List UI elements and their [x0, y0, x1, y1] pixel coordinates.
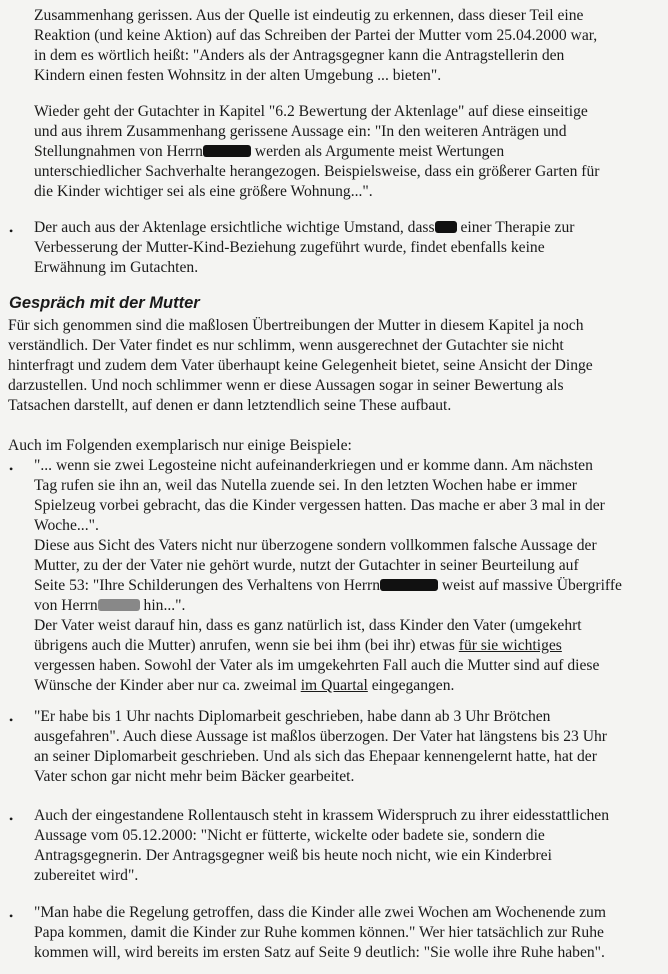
text-line: "... wenn sie zwei Legosteine nicht aufeinanderkriegen und er komme dann. Am nächsten: [34, 457, 593, 474]
text-line: Für sich genommen sind die maßlosen Übertreibungen der Mutter in diesem Kapitel ja noch: [8, 317, 584, 334]
paragraph-mutter-intro: [8, 316, 662, 416]
redaction-mark: [380, 579, 438, 591]
text-line: unterschiedlicher Sachverhalte herangezogen. Beispielsweise, dass ein größerer Garten für: [34, 163, 600, 180]
redaction-mark: [435, 221, 457, 233]
text-line: "Er habe bis 1 Uhr nachts Diplomarbeit geschrieben, habe dann ab 3 Uhr Brötchen: [34, 708, 551, 725]
text-line: zubereitet wird".: [34, 867, 139, 884]
bullet-paragraph-regelung: [34, 903, 660, 963]
text-line: hinterfragt und zudem dem Vater überhaupt keine Gelegenheit bietet, seine Ansicht der Dinge: [8, 357, 593, 374]
paragraph-gutachter-kapitel: [34, 102, 660, 202]
text-line: Vater schon gar nicht mehr beim Bäcker gearbeitet.: [34, 768, 355, 785]
text-line: Verbesserung der Mutter-Kind-Beziehung zugeführt wurde, findet ebenfalls keine: [34, 239, 545, 256]
text-line: Spielzeug vorbei gebracht, das die Kinder vergessen hatten. Das mache er aber 3 mal in der: [34, 497, 605, 514]
text-line: Woche...".: [34, 517, 99, 534]
text-line: Tatsachen darstellt, auf denen er dann letztendlich seine These aufbaut.: [8, 397, 452, 414]
text-line: vergessen haben. Sowohl der Vater als im umgekehrten Fall auch die Mutter sind auf diese: [34, 657, 600, 674]
bullet-point: •: [9, 713, 14, 727]
text-line: "Man habe die Regelung getroffen, dass die Kinder alle zwei Wochen am Wochenende zum: [34, 904, 606, 921]
paragraph-beispiele: [8, 436, 662, 456]
text-line: und aus ihrem Zusammenhang gerissene Aussage ein: "In den weiteren Anträgen und: [34, 123, 567, 140]
text-line: die Kinder wichtiger sei als eine größere Wohnung...".: [34, 183, 373, 200]
bullet-point: •: [9, 812, 14, 826]
text-line: Tag rufen sie ihn an, weil das Nutella zuende sei. In den letzten Wochen habe er immer: [34, 477, 577, 494]
text-line: Aussage vom 05.12.2000: "Nicht er fütterte, wickelte oder badete sie, sondern die: [34, 827, 545, 844]
text-line: verständlich. Der Vater findet es nur schlimm, wenn ausgerechnet der Gutachter sie nicht: [8, 337, 564, 354]
text-line: [34, 676, 660, 696]
text-line: Der Vater weist darauf hin, dass es ganz natürlich ist, dass Kinder den Vater (umgekehrt: [34, 617, 582, 634]
text-line: ausgefahren". Auch diese Aussage ist maßlos überzogen. Der Vater hat längstens bis 23 Uhr: [34, 728, 607, 745]
text-line: darzustellen. Und noch schlimmer wenn er diese Aussagen sogar in seiner Bewertung als: [8, 377, 564, 394]
text-line: Papa kommen, damit die Kinder zur Ruhe kommen können." Wer hier tatsächlich zur Ruhe: [34, 924, 604, 941]
text-line: Mutter, zu der der Vater nie gehört wurde, nutzt der Gutachter in seiner Beurteilung auf: [34, 557, 579, 574]
text-line: [34, 218, 660, 238]
text-line: in dem es wörtlich heißt: "Anders als der Antragsgegner kann die Antragstellerin den: [34, 47, 565, 64]
redaction-mark: [203, 145, 251, 157]
bullet-point: •: [9, 462, 14, 476]
paragraph-context: [34, 6, 660, 86]
text-fragment: übrigens auch die Mutter) anrufen, wenn sie bei ihm (bei ihr) etwas: [34, 637, 459, 654]
text-fragment: Stellungnahmen von Herrn: [34, 143, 203, 160]
text-line: Diese aus Sicht des Vaters nicht nur überzogene sondern vollkommen falsche Aussage der: [34, 537, 597, 554]
text-line: [34, 576, 660, 596]
text-fragment: weist auf massive Übergriffe: [438, 577, 622, 594]
text-fragment: Wünsche der Kinder aber nur ca. zweimal: [34, 677, 301, 694]
section-heading: Gespräch mit der Mutter: [9, 294, 200, 312]
text-fragment: werden als Argumente meist Wertungen: [250, 143, 505, 160]
text-line: Reaktion (und keine Aktion) auf das Schreiben der Partei der Mutter vom 25.04.2000 war,: [34, 27, 598, 44]
text-fragment: Der auch aus der Aktenlage ersichtliche wichtige Umstand, dass: [34, 219, 435, 236]
bullet-paragraph-legosteine: [34, 456, 660, 696]
text-fragment: Seite 53: "Ihre Schilderungen des Verhaltens von Herrn: [34, 577, 381, 594]
text-line: Erwähnung im Gutachten.: [34, 259, 199, 276]
text-line: an seiner Diplomarbeit geschrieben. Und als sich das Ehepaar kennengelernt hatte, hat der: [34, 748, 597, 765]
text-fragment: eingegangen.: [367, 677, 455, 694]
underlined-text: für sie wichtiges: [458, 637, 562, 654]
text-line: Auch im Folgenden exemplarisch nur einige Beispiele:: [8, 437, 352, 454]
bullet-paragraph-diplomarbeit: [34, 707, 660, 787]
text-line: Zusammenhang gerissen. Aus der Quelle ist eindeutig zu erkennen, dass dieser Teil eine: [34, 7, 584, 24]
underlined-text: im Quartal: [300, 677, 368, 694]
bullet-paragraph-rollentausch: [34, 806, 660, 886]
text-fragment: einer Therapie zur: [456, 219, 575, 236]
text-line: Kindern einen festen Wohnsitz in der alten Umgebung ... bieten".: [34, 67, 442, 84]
text-line: Antragsgegnerin. Der Antragsgegner weiß bis heute noch nicht, wie ein Kinderbrei: [34, 847, 552, 864]
text-line: [34, 142, 660, 162]
redaction-mark: [98, 599, 140, 611]
text-line: Auch der eingestandene Rollentausch steht in krassem Widerspruch zu ihrer eidesstattlichen: [34, 807, 610, 824]
text-line: [34, 596, 660, 616]
bullet-paragraph-therapie: [34, 218, 660, 278]
text-line: kommen will, wird bereits im ersten Satz auf Seite 9 deutlich: "Sie wolle ihre Ruhe haben".: [34, 944, 605, 961]
bullet-point: •: [9, 224, 14, 238]
text-fragment: von Herrn: [34, 597, 98, 614]
text-line: [34, 636, 660, 656]
text-line: Wieder geht der Gutachter in Kapitel "6.2 Bewertung der Aktenlage" auf diese einseitige: [34, 103, 588, 120]
text-fragment: hin...".: [139, 597, 186, 614]
bullet-point: •: [9, 909, 14, 923]
